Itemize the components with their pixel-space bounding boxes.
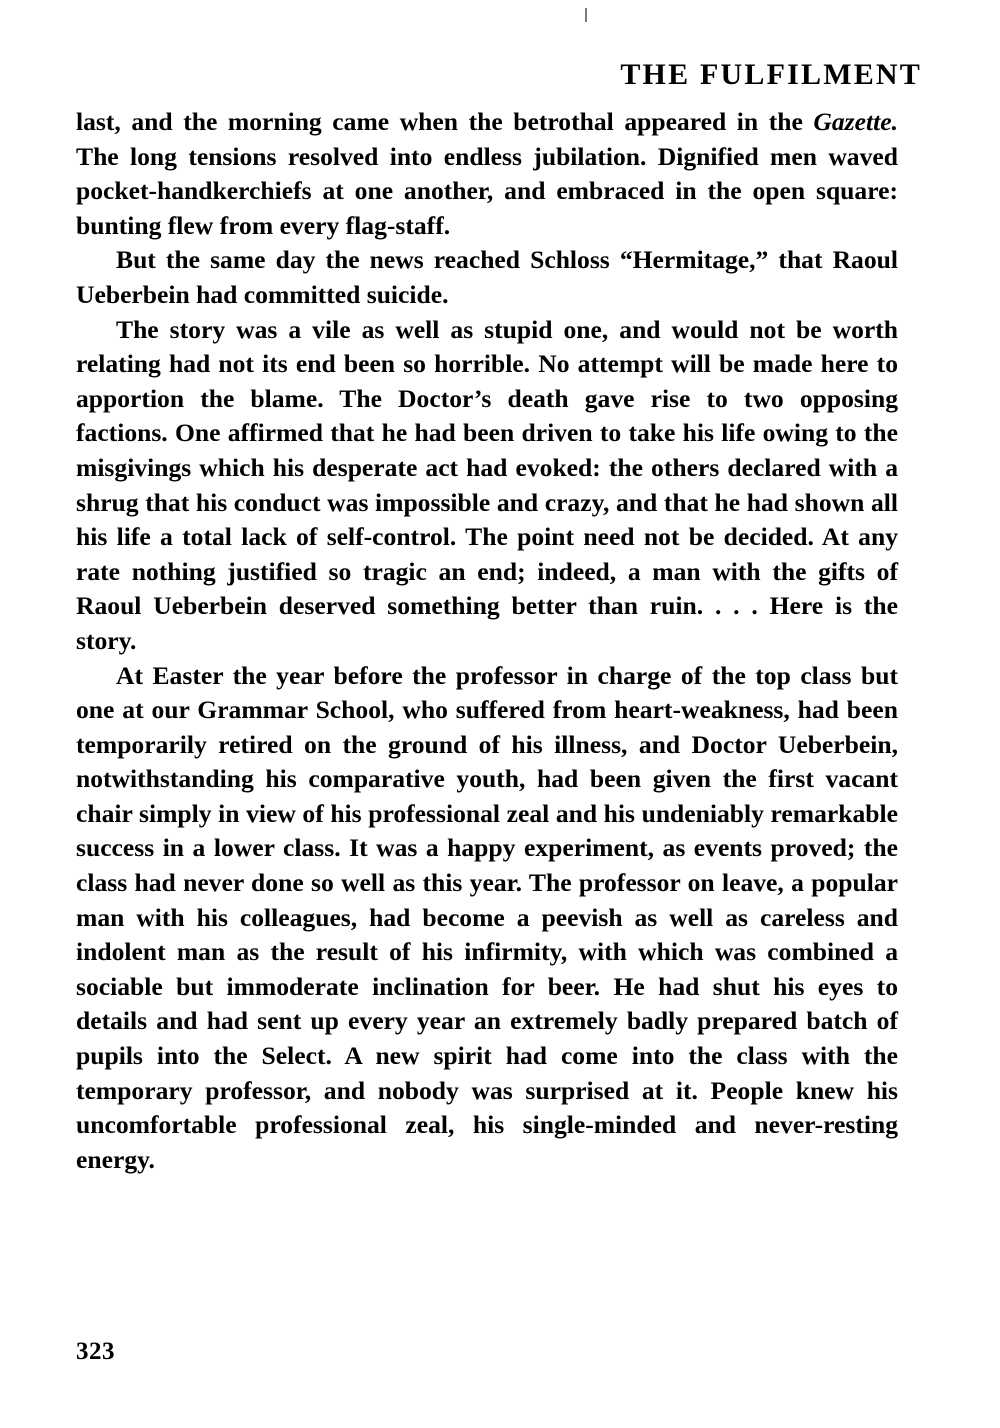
running-head: THE FULFILMENT [620,58,922,91]
paragraph [76,105,898,243]
text-run: But the same day the news reached Schloss “Hermitage,” that Raoul Ueberbein had committed suicide. [76,245,898,309]
text-run: last, and the morning came when the betrothal appeared in the [76,107,814,136]
page-registration-mark [585,8,587,22]
page-number: 323 [76,1338,115,1365]
paragraph [76,313,898,659]
text-run: The story was a vile as well as stupid one, and would not be worth relating had not its end been so horrible. No attempt will be made here to apportion the blame. The Doctor’s death gave rise to two opposing factions. One affirmed that he had been driven to take his life owing to the misgivings which his desperate act had evoked: the others declared with a shrug that his conduct was impossible and crazy, and that he had shown all his life a total lack of self-control. The point need not be decided. At any rate nothing justified so tragic an end; indeed, a man with the gifts of Raoul Ueberbein deserved something better than ruin. . . . Here is the story. [76,314,898,655]
paragraph [76,659,898,1178]
italic-title: Gazette. [813,107,898,136]
paragraph [76,243,898,312]
body-text-block [76,105,898,1177]
text-run: The long tensions resolved into endless jubilation. Dignified men waved pocket-handkerchiefs at one another, and embraced in the open square: bunting flew from every flag-staff. [76,141,898,240]
text-run: At Easter the year before the professor in charge of the top class but one at our Grammar School, who suffered from heart-weakness, had been temporarily retired on the ground of his illness, and Doctor Ueberbein, notwithstanding his comparative youth, had been given the first vacant chair simply in view of his professional zeal and his undeniably remarkable success in a lower class. It was a happy experiment, as events proved; the class had never done so well as this year. The professor on leave, a popular man with his colleagues, had become a peevish as well as careless and indolent man as the result of his infirmity, with which was combined a sociable but immoderate inclination for beer. He had shut his eyes to details and had sent up every year an extremely badly prepared batch of pupils into the Select. A new spirit had come into the class with the temporary professor, and nobody was surprised at it. People knew his uncomfortable professional zeal, his single-minded and never-resting energy. [76,660,898,1174]
